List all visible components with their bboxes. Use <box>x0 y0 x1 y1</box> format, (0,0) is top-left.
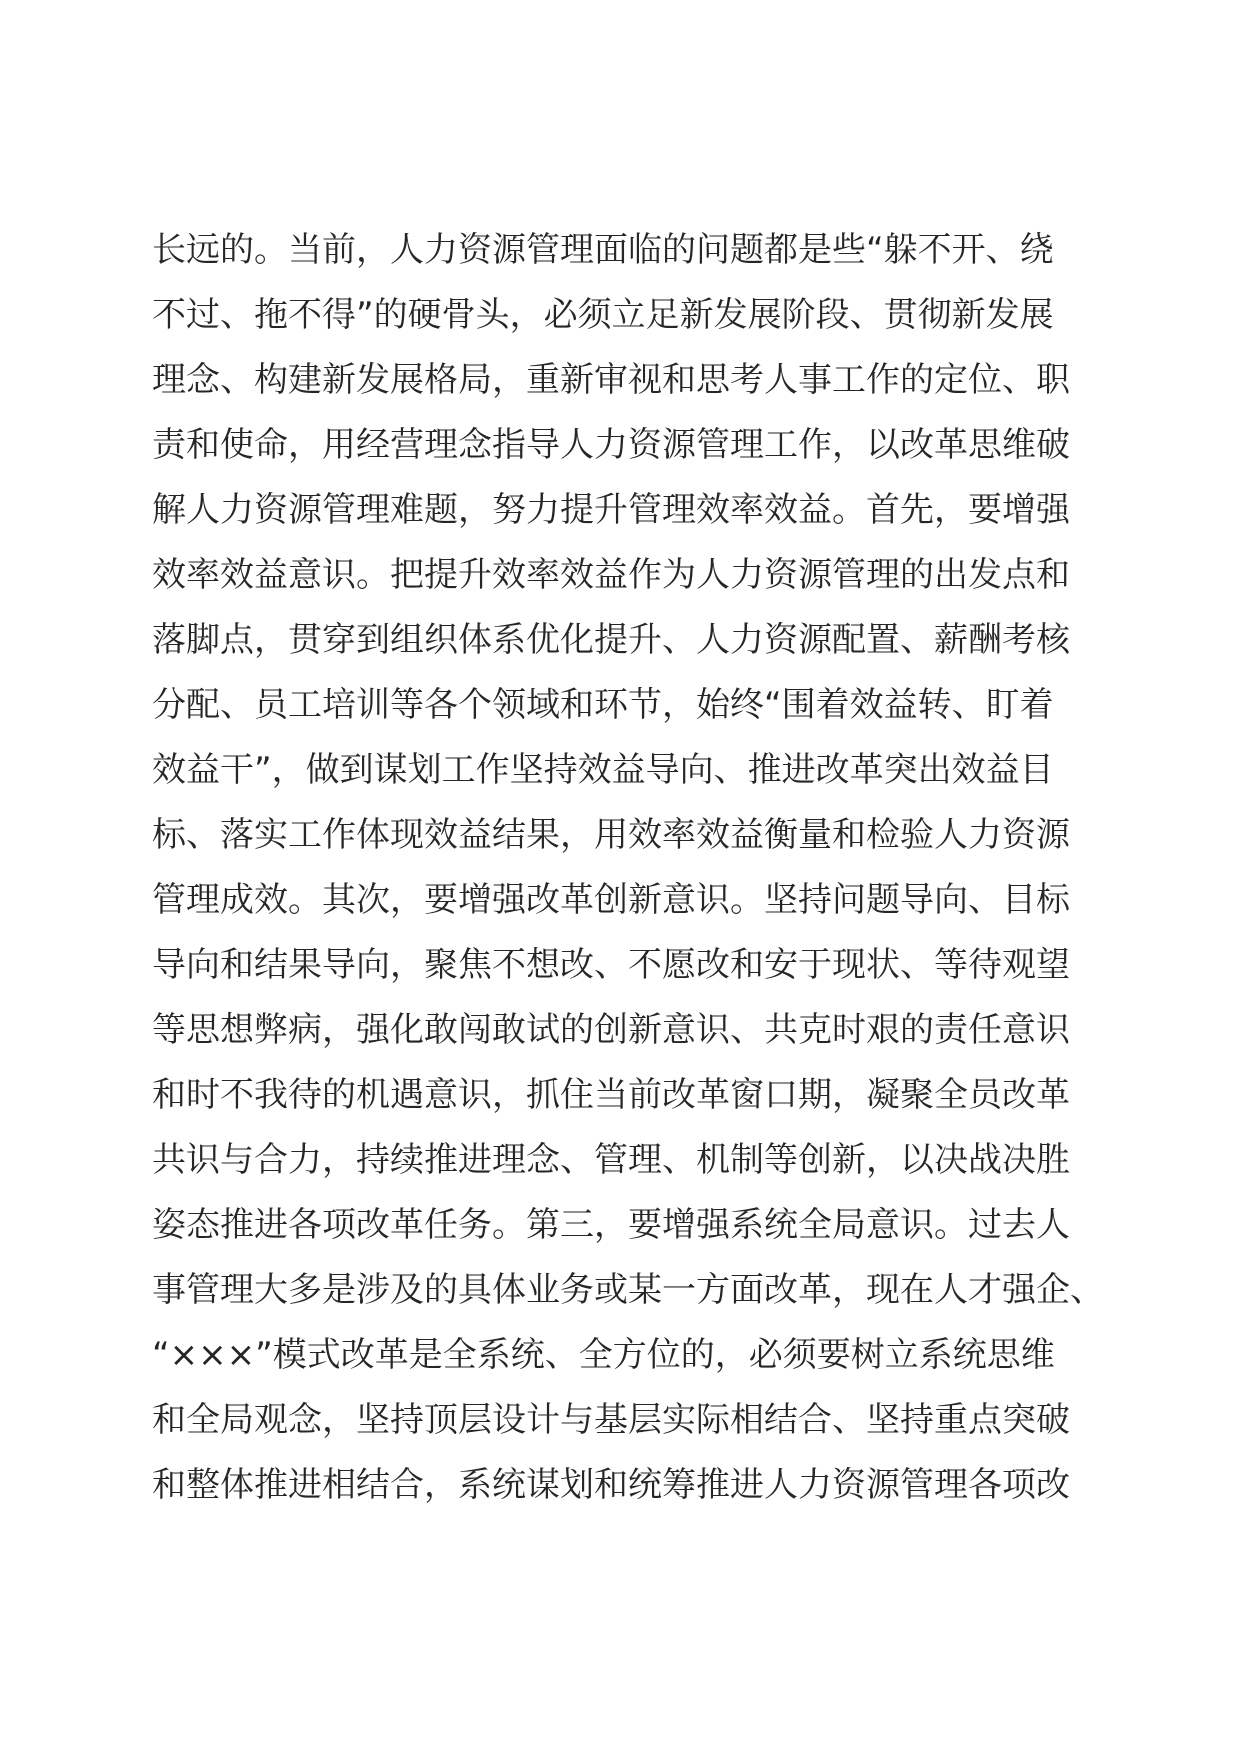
text-line: 长远的。当前，人力资源管理面临的问题都是些“躲不开、绕 <box>152 230 1054 270</box>
text-line: 不过、拖不得”的硬骨头，必须立足新发展阶段、贯彻新发展 <box>152 295 1054 335</box>
body-paragraph <box>152 218 1104 1518</box>
text-line: 事管理大多是涉及的具体业务或某一方面改革，现在人才强企、 <box>152 1270 1104 1310</box>
text-line: 效率效益意识。把提升效率效益作为人力资源管理的出发点和 <box>152 555 1070 595</box>
text-line: 效益干”，做到谋划工作坚持效益导向、推进改革突出效益目 <box>152 750 1054 790</box>
text-line: 分配、员工培训等各个领域和环节，始终“围着效益转、盯着 <box>152 685 1054 725</box>
text-line: 标、落实工作体现效益结果，用效率效益衡量和检验人力资源 <box>152 815 1070 855</box>
text-line: 和时不我待的机遇意识，抓住当前改革窗口期，凝聚全员改革 <box>152 1075 1070 1115</box>
text-line: 责和使命，用经营理念指导人力资源管理工作，以改革思维破 <box>152 425 1070 465</box>
text-line: 落脚点，贯穿到组织体系优化提升、人力资源配置、薪酬考核 <box>152 620 1070 660</box>
text-line: 管理成效。其次，要增强改革创新意识。坚持问题导向、目标 <box>152 880 1070 920</box>
text-line: 导向和结果导向，聚焦不想改、不愿改和安于现状、等待观望 <box>152 945 1070 985</box>
text-line: 共识与合力，持续推进理念、管理、机制等创新，以决战决胜 <box>152 1140 1070 1180</box>
text-line: 姿态推进各项改革任务。第三，要增强系统全局意识。过去人 <box>152 1205 1070 1245</box>
text-line: 解人力资源管理难题，努力提升管理效率效益。首先，要增强 <box>152 490 1070 530</box>
text-line: “×××”模式改革是全系统、全方位的，必须要树立系统思维 <box>152 1335 1055 1375</box>
text-line: 等思想弊病，强化敢闯敢试的创新意识、共克时艰的责任意识 <box>152 1010 1070 1050</box>
text-line: 理念、构建新发展格局，重新审视和思考人事工作的定位、职 <box>152 360 1070 400</box>
text-line: 和整体推进相结合，系统谋划和统筹推进人力资源管理各项改 <box>152 1465 1070 1505</box>
text-line: 和全局观念，坚持顶层设计与基层实际相结合、坚持重点突破 <box>152 1400 1070 1440</box>
